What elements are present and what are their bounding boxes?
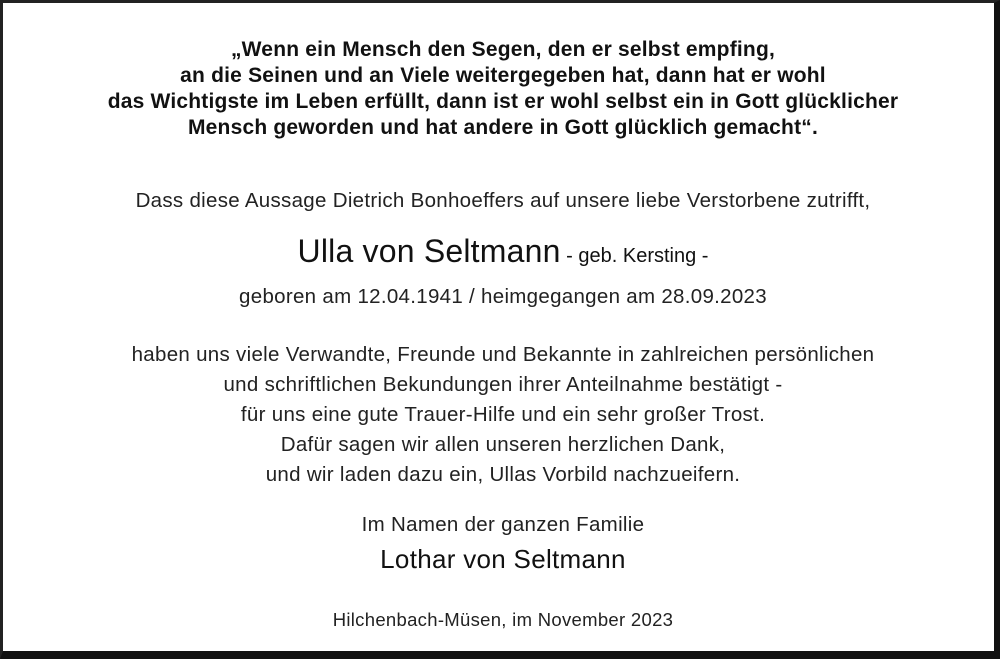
intro-text: Dass diese Aussage Dietrich Bonhoeffers auf unsere liebe Verstorbene zutrifft, [135, 189, 871, 212]
thanks-line-1: haben uns viele Verwandte, Freunde und Bekannte in zahlreichen persönlichen [131, 343, 875, 366]
deceased-dates: geboren am 12.04.1941 / heimgegangen am 28.09.2023 [239, 285, 767, 308]
thanks-line-4: Dafür sagen wir allen unseren herzlichen Dank, [280, 433, 726, 456]
deceased-heading [3, 235, 1000, 267]
quote-line-2: an die Seinen und an Viele weitergegeben hat, dann hat er wohl [180, 64, 826, 87]
thanks-line-2: und schriftlichen Bekundungen ihrer Anteilnahme bestätigt - [223, 373, 783, 396]
signature-prefix: Im Namen der ganzen Familie [361, 513, 645, 536]
deceased-name: Ulla von Seltmann [297, 233, 561, 269]
thanks-line-5: und wir laden dazu ein, Ullas Vorbild nachzueifern. [265, 463, 741, 486]
thanks-line-3: für uns eine gute Trauer-Hilfe und ein sehr großer Trost. [240, 403, 766, 426]
quote-line-4: Mensch geworden und hat andere in Gott glücklich gemacht“. [187, 116, 818, 139]
place-date: Hilchenbach-Müsen, im November 2023 [332, 609, 674, 630]
quote-line-1: „Wenn ein Mensch den Segen, den er selbst empfing, [230, 38, 776, 61]
deceased-maiden-name: - geb. Kersting - [560, 245, 709, 267]
quote-line-3: das Wichtigste im Leben erfüllt, dann ist er wohl selbst ein in Gott glücklicher [107, 90, 899, 113]
signature-name: Lothar von Seltmann [380, 544, 626, 574]
